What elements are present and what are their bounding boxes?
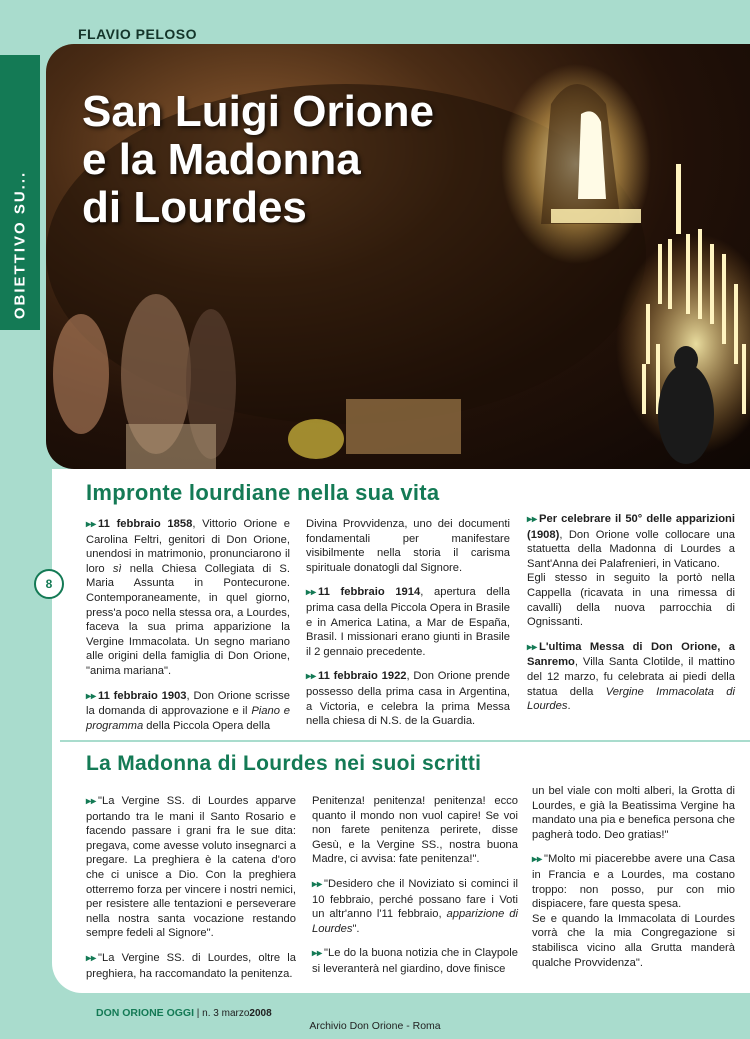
list-item: Divina Provvidenza, uno dei documenti fondamentali per manifestare visibilmente nella storia il carisma spirituale donatogli dal Signore. [306,518,510,574]
section2-heading: La Madonna di Lourdes nei suoi scritti [86,752,482,775]
section-tab [0,55,40,330]
arrow-icon: ▸▸ [312,878,323,890]
quote-item: Penitenza! penitenza! penitenza! ecco quanto il mondo non vuol capire! Se voi non farete penitenza perirete, disse Gesù, e la Vergine SS., nostra buona Madre, ci avvisa: fate penitenza!". [312,795,518,866]
list-item: ▸▸ Per celebrare il 50° delle apparizioni (1908), Don Orione volle collocare una statuetta della Madonna di Lourdes a Sant'Anna dei Palafrenieri, in Vaticano. Egli stesso in seguito la portò nella Cappella (ricavata in una rimessa di cavalli) della nuova parrocchia di Ognissanti. [527,513,735,629]
section2-column-1 [86,794,296,991]
list-item: ▸▸ 11 febbraio 1903, Don Orione scrisse la domanda di approvazione e il Piano e programma della Piccola Opera della [86,689,290,732]
niche-ledge [551,209,641,223]
page-number: 8 [34,569,64,599]
list-item: ▸▸ 11 febbraio 1914, apertura della prima casa della Piccola Opera in Brasile e in America Latina, a Mar de España, Brasil. I missionari erano giunti in Brasile il 2 gennaio precedente. [306,586,510,658]
page-footer [96,1007,272,1019]
section-tab-label: OBIETTIVO SU... [11,170,29,320]
issue-year: 2008 [249,1008,272,1019]
section2-column-3 [532,784,735,980]
quote-item: ▸▸ "La Vergine SS. di Lourdes, oltre la preghiera, ha raccomandato la penitenza. [86,951,296,980]
quote-item: un bel viale con molti alberi, la Grotta di Lourdes, e già la Beatissima Vergine ha mandato una pia e benefica persona che pagherà todo. Deo gratias!" [532,785,735,841]
arrow-icon: ▸▸ [86,952,97,964]
quote-item: ▸▸ "La Vergine SS. di Lourdes apparve portando tra le mani il Santo Rosario e facendo passare i grani fra le sue dita: pregava, come avesse voluto insegnarci a pregare. La preghiera è la catena d'oro che ci unisce a Dio. Con la preghiera otterremo forza per vincere i nostri nemici, per resistere alle tentazioni e perseverare nella nostra santa vocazione restando sempre fedeli al Signore". [86,795,296,940]
article-title [82,88,434,232]
arrow-icon: ▸▸ [306,587,317,599]
section1-column-1 [86,517,290,743]
list-item: ▸▸ 11 febbraio 1922, Don Orione prende possesso della prima casa in Argentina, a Victoria, e celebra la prima Messa nella chiesa di N.S. de la Guardia. [306,670,510,728]
title-line-2: e la Madonna [82,135,361,184]
title-line-3: di Lourdes [82,183,307,232]
author-name: FLAVIO PELOSO [78,26,198,42]
arrow-icon: ▸▸ [306,671,317,683]
section1-column-3 [527,512,735,724]
arrow-icon: ▸▸ [86,519,97,530]
arrow-icon: ▸▸ [86,690,97,702]
title-line-1: San Luigi Orione [82,87,435,136]
flowers [288,419,344,459]
list-item: ▸▸ 11 febbraio 1858, Vittorio Orione e Carolina Feltri, genitori di Don Orione, unendosi in matrimonio, pronunciarono il loro sì nella Chiesa Collegiata di S. Maria Assunta in Pontecurone. Contemporaneamente, in quel giorno, press'a poco nella stessa ora, a Lourdes, faceva la sua prima apparizione la Vergine Immacolata. Un segno mariano alle origini della famiglia di Don Orione, "anima mariana". [86,518,291,677]
list-item: ▸▸ L'ultima Messa di Don Orione, a Sanremo, Villa Santa Clotilde, il mattino del 12 marzo, fu celebrata ai piedi della statua della Vergine Immacolata di Lourdes. [527,640,735,713]
arrow-icon: ▸▸ [532,854,543,866]
altar [346,399,461,454]
section1-heading: Impronte lourdiane nella sua vita [86,480,440,505]
arrow-icon: ▸▸ [527,641,538,653]
issue-info: | n. 3 marzo [194,1008,250,1019]
quote-item: Se e quando la Immacolata di Lourdes vorrà che la mia Congregazione si stabilisca vicino alla Grutta manderà qualche Provvidenza". [532,912,735,969]
arrow-icon: ▸▸ [312,948,323,960]
quote-item: ▸▸ "Molto mi piacerebbe avere una Casa in Francia e a Lourdes, ma costano troppo: non posso, pur con mio dispiacere, fare questa spesa. [532,853,735,911]
arrow-icon: ▸▸ [527,514,538,525]
quote-item: ▸▸ "Desidero che il Noviziato si cominci il 10 febbraio, perché possano fare i Voti un altr'anno l'11 febbraio, apparizione di Lourdes". [312,877,518,935]
arrow-icon: ▸▸ [86,796,97,807]
magazine-name: DON ORIONE OGGI [96,1007,195,1019]
section-divider [60,740,750,742]
section1-column-2 [306,517,510,739]
section2-column-2 [312,794,518,987]
quote-item: ▸▸ "Le do la buona notizia che in Claypole si leveranterà nel giardino, dove finisce [312,947,518,975]
archive-caption: Archivio Don Orione - Roma [309,1020,441,1032]
